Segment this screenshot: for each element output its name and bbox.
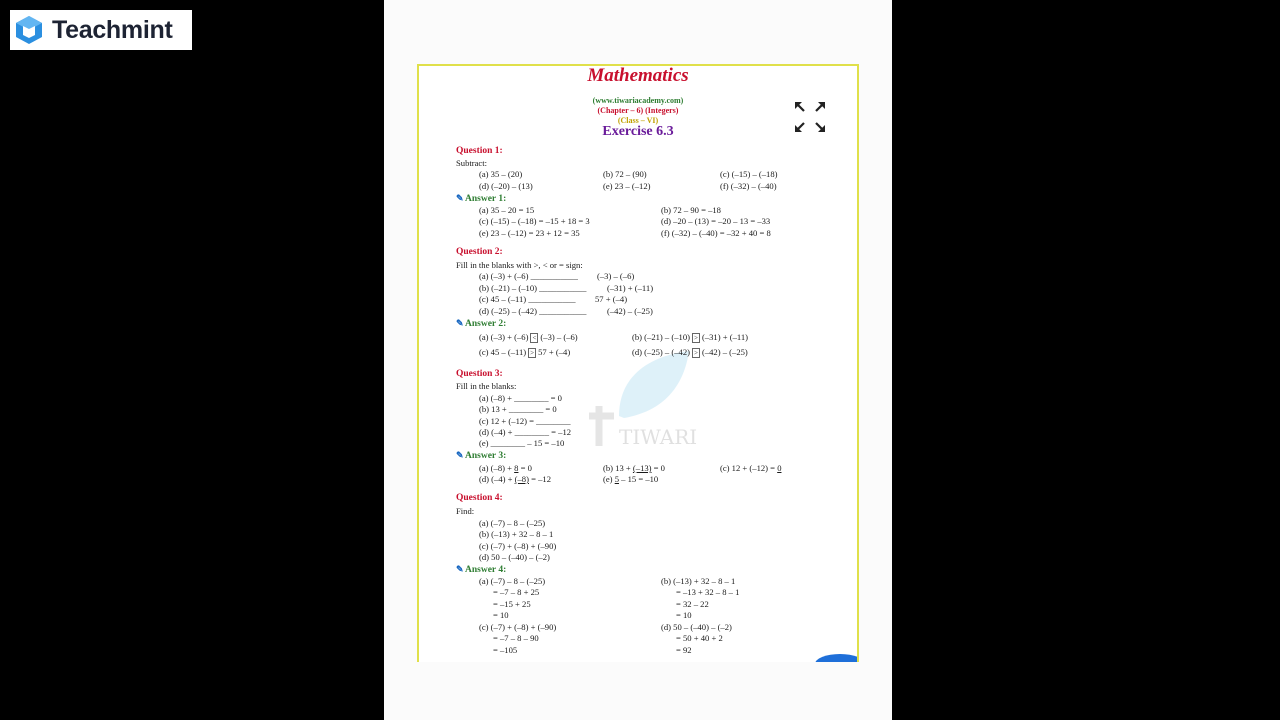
q3-line: (d) (–4) + ________ = –12 bbox=[479, 427, 572, 437]
q4-line: (b) (–13) + 32 – 8 – 1 bbox=[479, 529, 554, 539]
doc-chapter: (Chapter – 6) (Integers) bbox=[597, 106, 679, 115]
tiwari-watermark-logo bbox=[589, 346, 699, 456]
q2-line-left: (b) (–21) – (–10) ___________ bbox=[479, 283, 587, 293]
a4-line: = –105 bbox=[493, 645, 518, 655]
a1-item: (c) (–15) – (–18) = –15 + 18 = 3 bbox=[479, 216, 590, 226]
a4-line: = –7 – 8 – 90 bbox=[493, 633, 539, 643]
a2-item: (c) 45 – (–11) > 57 + (–4) bbox=[479, 347, 571, 357]
q2-line-left: (a) (–3) + (–6) ___________ bbox=[479, 271, 578, 281]
doc-website: (www.tiwariacademy.com) bbox=[592, 96, 684, 105]
brand-name: Teachmint bbox=[52, 15, 173, 44]
answer-2-heading: ✎Answer 2: bbox=[456, 318, 507, 329]
answer-1-heading: ✎Answer 1: bbox=[456, 193, 507, 204]
question-1-intro: Subtract: bbox=[456, 158, 488, 168]
teachmint-logo-icon bbox=[14, 15, 44, 45]
q3-line: (c) 12 + (–12) = ________ bbox=[479, 416, 571, 426]
exercise-title: Exercise 6.3 bbox=[602, 124, 674, 139]
watermark-text: TIWARI bbox=[619, 425, 698, 449]
a1-item: (d) –20 – (13) = –20 – 13 = –33 bbox=[661, 216, 771, 226]
question-3-intro: Fill in the blanks: bbox=[456, 381, 517, 391]
a4-line: (a) (–7) – 8 – (–25) bbox=[479, 576, 546, 586]
a1-item: (b) 72 – 90 = –18 bbox=[661, 205, 721, 215]
q2-line-right: (–3) – (–6) bbox=[597, 271, 635, 281]
a4-line: (c) (–7) + (–8) + (–90) bbox=[479, 622, 557, 632]
question-3-heading: Question 3: bbox=[456, 369, 503, 379]
q2-line-right: (–31) + (–11) bbox=[607, 283, 654, 293]
a2-item: (d) (–25) – (–42) > (–42) – (–25) bbox=[632, 347, 748, 357]
q1-item: (a) 35 – (20) bbox=[479, 169, 523, 179]
q2-line-left: (d) (–25) – (–42) ___________ bbox=[479, 306, 587, 316]
q1-item: (e) 23 – (–12) bbox=[603, 181, 651, 191]
answer-3-heading: ✎Answer 3: bbox=[456, 450, 507, 461]
a4-line: = 10 bbox=[493, 610, 509, 620]
pen-icon: ✎ bbox=[456, 450, 464, 460]
q4-line: (c) (–7) + (–8) + (–90) bbox=[479, 541, 557, 551]
document-viewer[interactable] bbox=[384, 0, 892, 720]
a4-line: = 10 bbox=[676, 610, 692, 620]
question-4-heading: Question 4: bbox=[456, 493, 503, 503]
doc-class: (Class – VI) bbox=[617, 116, 659, 125]
a1-item: (f) (–32) – (–40) = –32 + 40 = 8 bbox=[661, 228, 771, 238]
question-1-heading: Question 1: bbox=[456, 146, 503, 156]
question-2-intro: Fill in the blanks with >, < or = sign: bbox=[456, 260, 583, 270]
a4-line: = –7 – 8 + 25 bbox=[493, 587, 540, 597]
teachmint-logo bbox=[10, 10, 192, 50]
question-2-heading: Question 2: bbox=[456, 247, 503, 257]
document-page bbox=[417, 64, 859, 662]
a3-item: (b) 13 + (–13) = 0 bbox=[603, 463, 665, 473]
a3-item: (d) (–4) + (–8) = –12 bbox=[479, 474, 552, 484]
a2-item: (b) (–21) – (–10) > (–31) + (–11) bbox=[632, 332, 749, 342]
q1-item: (c) (–15) – (–18) bbox=[720, 169, 778, 179]
a4-line: = 92 bbox=[676, 645, 692, 655]
a4-line: (b) (–13) + 32 – 8 – 1 bbox=[661, 576, 736, 586]
a1-item: (e) 23 – (–12) = 23 + 12 = 35 bbox=[479, 228, 580, 238]
a3-item: (e) 5 – 15 = –10 bbox=[603, 474, 659, 484]
a3-item: (c) 12 + (–12) = 0 bbox=[720, 463, 782, 473]
q1-item: (f) (–32) – (–40) bbox=[720, 181, 777, 191]
q3-line: (a) (–8) + ________ = 0 bbox=[479, 393, 562, 403]
q1-item: (d) (–20) – (13) bbox=[479, 181, 533, 191]
pen-icon: ✎ bbox=[456, 193, 464, 203]
q3-line: (b) 13 + ________ = 0 bbox=[479, 404, 557, 414]
q3-line: (e) ________ – 15 = –10 bbox=[479, 438, 565, 448]
q2-line-right: (–42) – (–25) bbox=[607, 306, 653, 316]
a4-line: = –15 + 25 bbox=[493, 599, 531, 609]
fullscreen-expand-icon[interactable] bbox=[793, 100, 827, 134]
q2-line-left: (c) 45 – (–11) ___________ bbox=[479, 294, 576, 304]
question-4-intro: Find: bbox=[456, 506, 475, 516]
a4-line: (d) 50 – (–40) – (–2) bbox=[661, 622, 732, 632]
a4-line: = 50 + 40 + 2 bbox=[676, 633, 723, 643]
pen-icon: ✎ bbox=[456, 318, 464, 328]
pen-icon: ✎ bbox=[456, 564, 464, 574]
answer-4-heading: ✎Answer 4: bbox=[456, 564, 507, 575]
q2-line-right: 57 + (–4) bbox=[595, 294, 628, 304]
q4-line: (d) 50 – (–40) – (–2) bbox=[479, 552, 550, 562]
q4-line: (a) (–7) – 8 – (–25) bbox=[479, 518, 546, 528]
a4-line: = 32 – 22 bbox=[676, 599, 709, 609]
q1-item: (b) 72 – (90) bbox=[603, 169, 647, 179]
corner-decoration bbox=[815, 654, 859, 662]
a3-item: (a) (–8) + 8 = 0 bbox=[479, 463, 532, 473]
a4-line: = –13 + 32 – 8 – 1 bbox=[676, 587, 740, 597]
a1-item: (a) 35 – 20 = 15 bbox=[479, 205, 535, 215]
a2-item: (a) (–3) + (–6) < (–3) – (–6) bbox=[479, 332, 578, 342]
doc-title: Mathematics bbox=[587, 65, 689, 86]
